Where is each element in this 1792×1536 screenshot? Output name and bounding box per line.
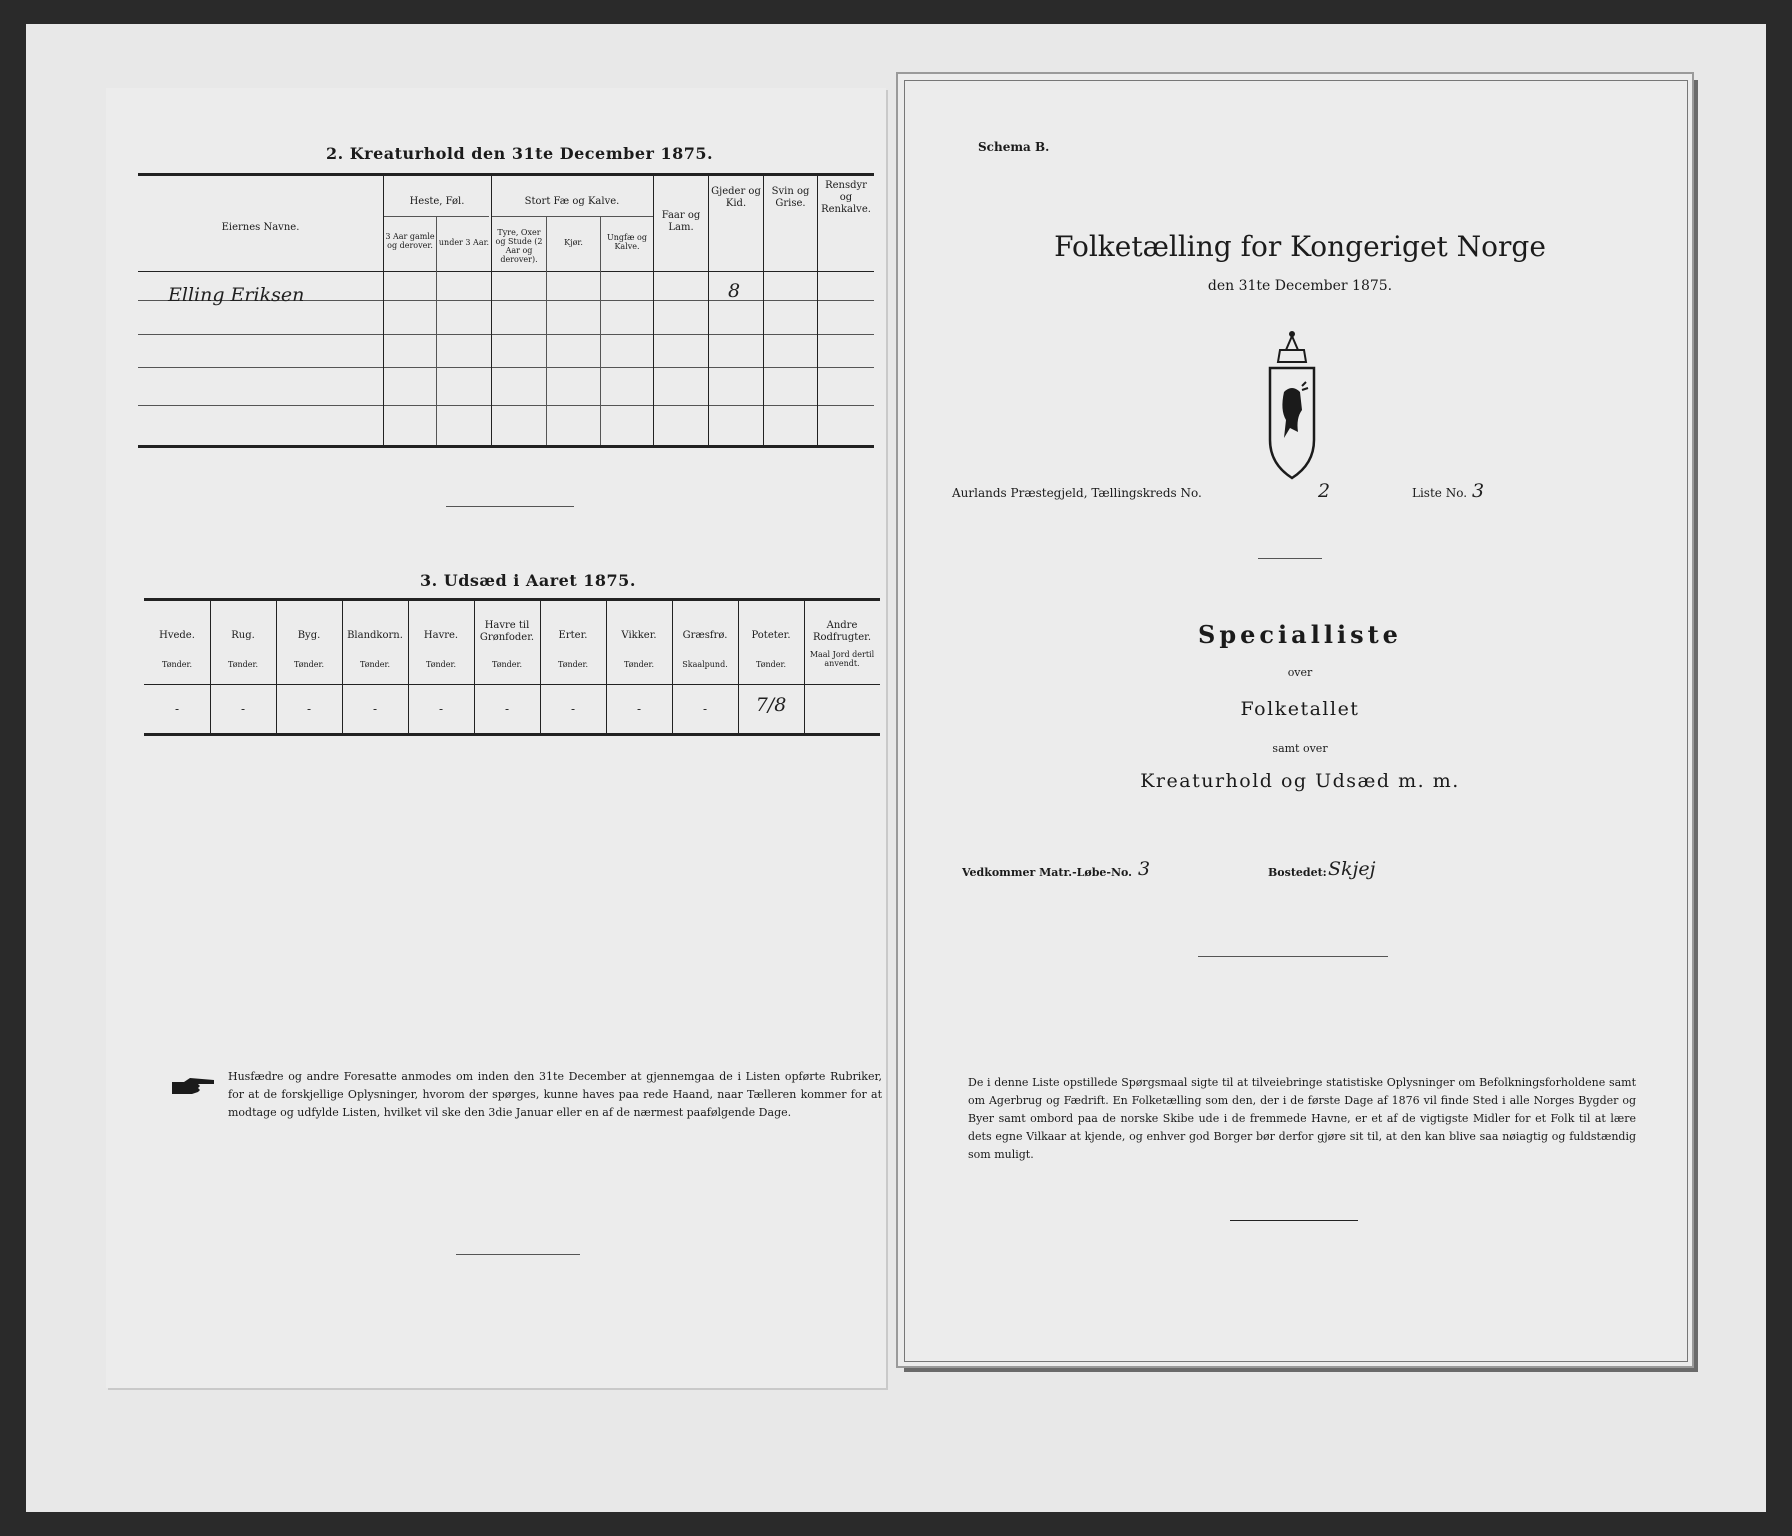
separator-rule — [456, 1254, 580, 1255]
section3-title: 3. Udsæd i Aaret 1875. — [420, 571, 636, 590]
crop-header: Erter. — [558, 630, 588, 641]
crop-value: - — [504, 702, 510, 716]
table-col-line — [436, 216, 437, 445]
notice-text: Husfædre og andre Foresatte anmodes om inden den 31te December at gjennemgaa de i Listen opførte Rubriker, for at de forskjellige Oplysninger, hvorom der spørges, kunne haves paa rede Haand, naar Tælleren kommer for at modtage og udfylde Listen, hvilket vil ske den 3die Januar eller en af de nærmest paafølgende Dage. — [228, 1070, 882, 1119]
title-date: den 31te December 1875. — [1207, 278, 1393, 294]
crop-value: - — [240, 702, 246, 716]
crop-header: Rug. — [231, 630, 255, 641]
crop-unit: Tønder. — [623, 660, 655, 669]
crop-unit: Tønder. — [161, 660, 193, 669]
right-page — [898, 74, 1692, 1366]
table-top-rule — [144, 598, 880, 601]
crop-value: - — [702, 702, 708, 716]
gjeder-header: Gjeder og Kid. — [711, 186, 761, 209]
table-header-rule — [144, 684, 880, 685]
liste-label: Liste No. — [1412, 486, 1468, 500]
crop-header: Havre til Grønfoder. — [479, 620, 535, 643]
main-title: Folketælling for Kongeriget Norge — [1054, 230, 1546, 263]
separator-rule — [1198, 956, 1388, 957]
crop-value: - — [174, 702, 180, 716]
crop-unit: Tønder. — [425, 660, 457, 669]
coat-of-arms-icon — [1262, 328, 1322, 484]
table-bottom-rule — [144, 733, 880, 736]
over-text: over — [1287, 666, 1313, 679]
crop-unit: Skaalpund. — [682, 660, 728, 669]
kreaturhold-text: Kreaturhold og Udsæd m. m. — [1140, 770, 1460, 792]
matr-no: 3 — [1138, 858, 1151, 880]
table-col-line — [763, 173, 764, 445]
stort-col-1: Tyre, Oxer og Stude (2 Aar og derover). — [495, 228, 543, 264]
faar-header: Faar og Lam. — [661, 210, 701, 233]
bosted-value: Skjej — [1328, 858, 1376, 880]
crop-unit: Tønder. — [293, 660, 325, 669]
crop-header: Blandkorn. — [347, 630, 403, 641]
table-bottom-rule — [138, 445, 874, 448]
left-page — [106, 88, 886, 1388]
crop-value: - — [372, 702, 378, 716]
pointing-hand-icon — [170, 1074, 216, 1098]
crop-header: Græsfrø. — [682, 630, 728, 641]
crop-header: Byg. — [297, 630, 321, 641]
separator-rule — [1258, 558, 1322, 559]
stort-group-rule — [491, 216, 653, 217]
crop-value: - — [570, 702, 576, 716]
crop-value: - — [636, 702, 642, 716]
crop-value: - — [306, 702, 312, 716]
parish-label: Aurlands Præstegjeld, Tællingskreds No. — [952, 486, 1202, 500]
schema-label: Schema B. — [978, 140, 1050, 154]
crop-header: Hvede. — [159, 630, 195, 641]
crop-unit: Tønder. — [557, 660, 589, 669]
owner-header: Eiernes Navne. — [221, 222, 300, 233]
table-col-line — [708, 173, 709, 445]
table-col-line — [546, 216, 547, 445]
stort-header: Stort Fæ og Kalve. — [524, 196, 620, 207]
crop-unit: Tønder. — [491, 660, 523, 669]
crop-header: Poteter. — [751, 630, 791, 641]
crop-unit: Tønder. — [755, 660, 787, 669]
samt-over-text: samt over — [1272, 742, 1328, 755]
svin-header: Svin og Grise. — [771, 186, 810, 209]
table-col-line — [491, 173, 492, 445]
crop-header: Vikker. — [621, 630, 657, 641]
separator-rule — [446, 506, 574, 507]
owner-name-entry: Elling Eriksen — [168, 284, 305, 306]
bosted-label: Bostedet: — [1268, 866, 1327, 879]
section2-title: 2. Kreaturhold den 31te December 1875. — [326, 144, 714, 163]
separator-rule — [1230, 1220, 1358, 1221]
matr-label: Vedkommer Matr.-Løbe-No. — [962, 866, 1132, 879]
crop-unit: Tønder. — [359, 660, 391, 669]
table-col-line — [383, 173, 384, 445]
heste-col-2: under 3 Aar. — [438, 238, 490, 247]
crop-unit: Maal Jord dertil anvendt. — [809, 650, 875, 668]
crop-unit: Tønder. — [227, 660, 259, 669]
heste-col-1: 3 Aar gamle og derover. — [385, 232, 435, 250]
rensdyr-header: Rensdyr og Renkalve. — [821, 180, 871, 215]
stort-col-3: Ungfæ og Kalve. — [607, 233, 647, 251]
folketallet-text: Folketallet — [1240, 698, 1360, 720]
heste-header: Heste, Føl. — [409, 196, 465, 207]
crop-value: - — [438, 702, 444, 716]
parish-no: 2 — [1318, 480, 1331, 502]
crop-value: 7/8 — [755, 694, 787, 716]
stort-col-2: Kjør. — [564, 238, 583, 247]
gjeder-entry: 8 — [728, 280, 741, 302]
specialliste-title: Specialliste — [1198, 620, 1402, 649]
liste-no: 3 — [1472, 480, 1485, 502]
footnote-text: De i denne Liste opstillede Spørgsmaal sigte til at tilveiebringe statistiske Oplysninger om Befolkningsforholdene samt om Agerbrug og Fædrift. En Folketælling som den, der i de første Dage af 1876 vil finde Sted i alle Norges Bygder og Byer samt ombord paa de norske Skibe ude i de fremmede Havne, er et af de vigtigste Midler for et Folk til at lære dets egne Vilkaar at kjende, og enhver god Borger bør derfor gjøre sit til, at den kan blive saa nøiagtig og fuldstændig som muligt. — [968, 1076, 1636, 1161]
crop-header: Andre Rodfrugter. — [812, 620, 872, 643]
crop-header: Havre. — [423, 630, 459, 641]
